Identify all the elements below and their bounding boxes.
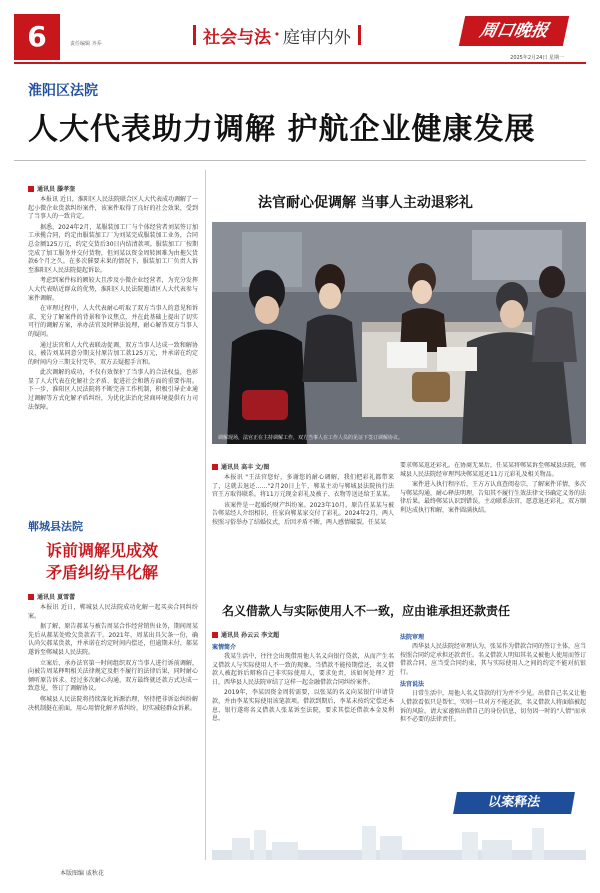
paragraph: 郸城县人民法院将持续深化诉源治理，坚持把非诉讼纠纷解决机制挺在前面，用心用情化解矛盾纠纷，切实减轻群众诉累。 (28, 695, 198, 712)
title-rule (14, 160, 586, 161)
column-sub: 庭审内外 (282, 27, 351, 48)
paragraph: 日常生活中，用他人名义贷款的行为并不少见。出借自己名义让他人借款看似只是帮忙，实则一旦对方不能还款，名义借款人将面临被起诉的风险。请大家谨慎出借自己的身份信息，切勿因一时的"人情"而承担不必要的法律责任。 (400, 690, 586, 724)
paragraph: 在审理过程中，人大代表耐心听取了双方当事人的意见和诉求，充分了解案件的背景和争议焦点，并在此基础上提出了切实可行的调解方案，承办法官及时释法说理，耐心解答双方当事人的疑问。 (28, 305, 198, 338)
column-main: 社会与法 (203, 27, 271, 48)
byline-marker-icon (212, 632, 218, 638)
article2-byline (28, 592, 198, 601)
paragraph: 本报讯 "王法官您好，多谢您的耐心调解，我们把彩礼都带来了，这就去退还……"2月20日上午，郸某主动与郸城县法院执行法官王方取得联系，将11万元现金彩礼及被子、衣物等送还给王某某。 (212, 474, 394, 499)
column-divider-right (358, 25, 361, 45)
paragraph: 西华县人民法院经审理认为，张某作为借款合同的签订主体，应当按照合同约定承担还款责任。名义借款人明知其名义被他人使用而签订借款合同，应当受合同约束，其与实际使用人之间的约定不能对抗银行。 (400, 643, 586, 676)
byline-text: 通讯员 滕孝奎 (37, 186, 76, 193)
column-divider (193, 25, 196, 45)
byline-text: 通讯员 高丰 文/图 (221, 464, 270, 471)
byline-marker-icon (28, 186, 34, 192)
mediation-photo (212, 222, 586, 444)
paragraph: 此次调解的成功，不仅有效保护了当事人的合法权益，也彰显了人大代表在化解社会矛盾、促进社会和谐方面的重要作用。下一步，淮阳区人民法院将不断完善工作机制，积极引导企业通过调解等方式化解矛盾纠纷，为优化法治化营商环境提供有力司法保障。 (28, 369, 198, 411)
main-headline: 人大代表助力调解 护航企业健康发展 (28, 112, 536, 147)
court-label-dancheng: 郸城县法院 (28, 520, 83, 533)
paragraph: 据悉，2024年2月，某服装加工厂与个体经营者刘某签订加工承揽合同，约定由服装加工厂为刘某完成服装加工业务，合同总金额125万元，约定交货后30日内结清款项。服装加工厂按期完成了加工服务并交付货物，但刘某以资金周转困难为由拖欠货款6个月之久。在多次催要未果的情况下，服装加工厂负责人诉至淮阳区人民法院提起诉讼。 (28, 223, 198, 274)
article4-body-right (400, 630, 586, 790)
paragraph: 据了解，原告郝某与被告周某合作经营销售业务，期间周某先后从郝某处赊欠货款若干。2021年，周某出具欠条一份，确认尚欠郝某货款，并承诺在约定时间内偿还，但逾期未付，郝某遂诉至郸城县人民法院。 (28, 623, 198, 656)
case-law-badge: 以案释法 (453, 792, 575, 814)
paragraph: 立案后，承办法官第一时间组织双方当事人进行诉前调解，向被告周某释明相关法律规定及拒不履行的法律后果，同时耐心倾听原告诉求。经过多次耐心沟通，双方最终就还款方式达成一致意见，签订了调解协议。 (28, 659, 198, 693)
article2-headline-line1: 诉前调解见成效 (46, 541, 159, 560)
article2-headline-line2: 矛盾纠纷早化解 (46, 563, 159, 582)
photo-caption: 调解现场，法官正在主持调解工作，双方当事人在工作人员的见证下签订调解协议。 (218, 435, 404, 441)
article2-headline (46, 540, 206, 584)
paragraph: 本报讯 近日，淮阳区人民法院联合区人大代表成功调解了一起小微企业货款纠纷案件，该案件取得了良好的社会效果，受到了当事人的一致肯定。 (28, 196, 198, 221)
article3-headline: 法官耐心促调解 当事人主动退彩礼 (258, 195, 473, 211)
column-divider-line (205, 170, 206, 860)
paragraph: 本报讯 近日，郸城县人民法院成功化解一起买卖合同纠纷案。 (28, 604, 198, 620)
page-number: 6 (14, 14, 60, 60)
byline-text: 通讯员 孙云云 李文超 (221, 632, 280, 639)
article1-byline (28, 184, 198, 193)
editor-credit: 责任编辑 齐乔 (70, 41, 102, 47)
byline-marker-icon (212, 464, 218, 470)
paragraph: 2019年，李某因资金周转需要，以张某的名义向某银行申请贷款，并由李某实际使用该笔款项。借款到期后，李某未按约定偿还本息，银行遂将名义借款人张某诉至法院，要求其偿还借款本金及利息。 (212, 689, 394, 723)
paragraph: 通过法官和人大代表联动促调，双方当事人达成一致和解协议，被告刘某同意分期支付原告加工款125万元，并承诺在约定的时间内分三期支付完毕，双方去疑握手言和。 (28, 341, 198, 366)
newspaper-logo: 周口晚报 (459, 16, 569, 46)
article3-byline (212, 462, 394, 471)
page-header (0, 0, 600, 61)
article3-body-right (400, 462, 586, 592)
publication-date: 2025年2月24日 星期一 (510, 55, 564, 61)
paragraph: 该案件是一起婚约财产纠纷案。2023年10月，原告任某某与被告郸某经人介绍相识，任家向郸某家交付了彩礼。2024年2月，两人按照习俗举办了结婚仪式，后因矛盾不断，两人感情破裂，任某某 (212, 501, 394, 526)
byline-text: 通讯员 夏雪蕾 (37, 594, 76, 601)
judge-says-heading: 法官说法 (400, 681, 425, 689)
article2-body (28, 592, 198, 852)
paragraph: 要求郸某返还彩礼。在协商无果后，任某某将郸某诉至郸城县法院，郸城县人民法院经审理判决郸某返还11万元彩礼及相关物品。 (400, 462, 586, 478)
byline-marker-icon (28, 594, 34, 600)
article4-headline: 名义借款人与实际使用人不一致，应由谁承担还款责任 (222, 604, 511, 618)
article4-byline (212, 630, 394, 639)
case-intro-heading: 案情简介 (212, 644, 237, 651)
paragraph: 案件进入执行程序后，王方方认真查阅卷宗，了解案件详情，多次与郸某沟通，耐心释法明理，告知其不履行生效法律文书确定义务的法律后果。最终郸某认识到错误，主动联系法官，愿意退还彩礼，双方顺利达成执行和解，案件圆满执结。 (400, 481, 586, 514)
court-ruling-heading: 法院审理 (400, 634, 425, 641)
paragraph: 考虑到案件标的额较大且涉及小微企业经营者，为充分发挥人大代表贴近群众的优势，淮阳区人民法院邀请区人大代表参与案件调解。 (28, 277, 198, 302)
mediation-photo-illustration (212, 222, 586, 444)
header-rule (14, 62, 586, 64)
article3-body-left (212, 462, 394, 592)
court-label-huaiyang: 淮阳区法院 (28, 83, 98, 99)
column-separator: · (274, 25, 280, 45)
paragraph: 我某生活中，往往会出现借用他人名义向银行贷款，从而产生名义借款人与实际使用人不一致的现象。当借款不能按期偿还，名义借款人被起诉后辩称自己非实际使用人，要求免责，该如何处理？近日，西华县人民法院审结了这样一起金融借款合同纠纷案件。 (212, 653, 394, 686)
city-skyline-illustration (212, 820, 586, 860)
column-title (186, 22, 368, 48)
article1-body (28, 184, 198, 474)
page-footer: 本版图编 戚秋花 (60, 870, 104, 877)
